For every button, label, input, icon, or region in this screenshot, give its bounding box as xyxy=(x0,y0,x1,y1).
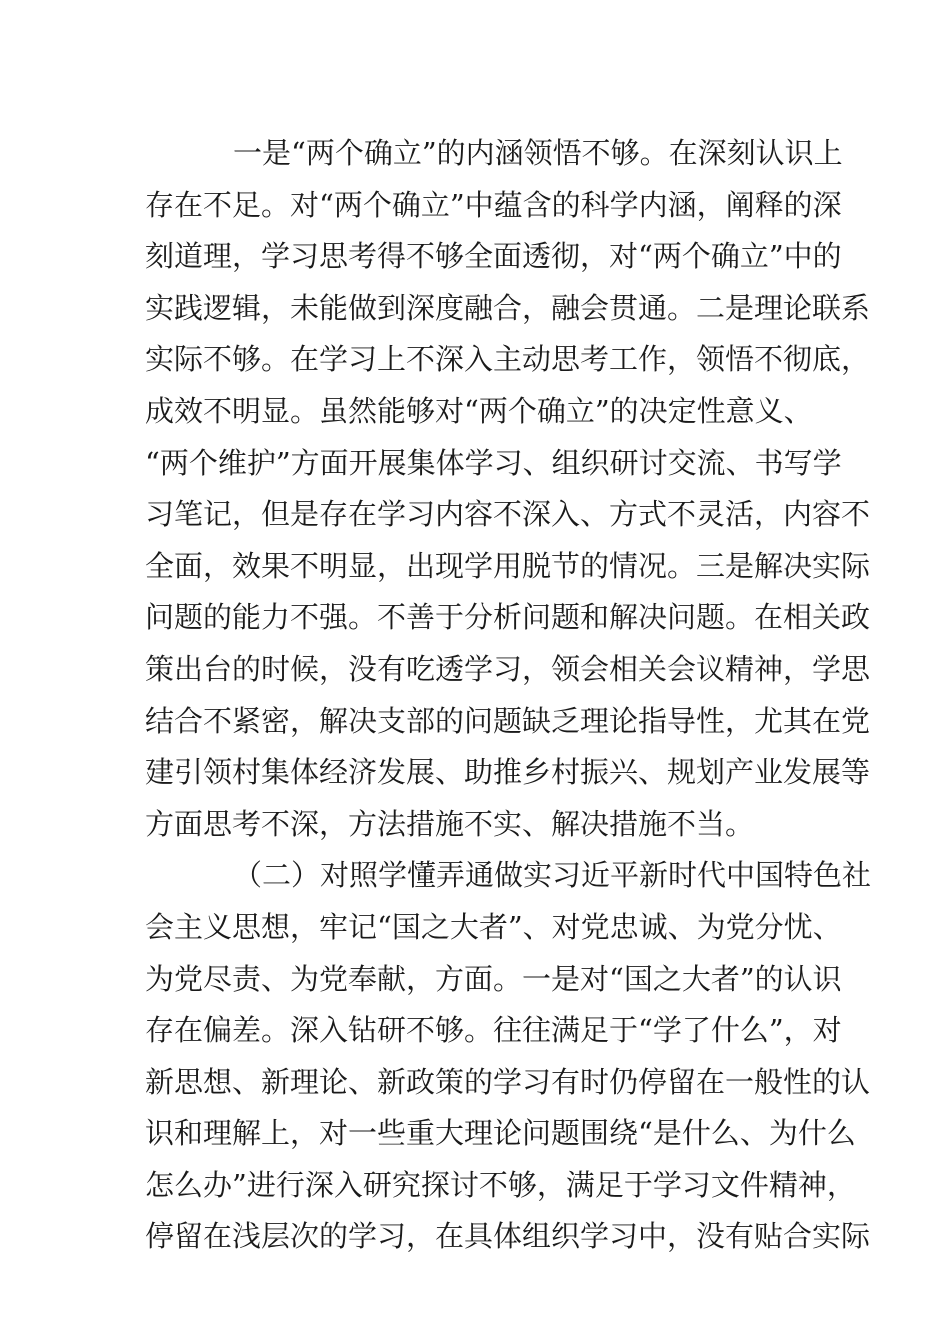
paragraph-line: 问题的能力不强。不善于分析问题和解决问题。在相关政 xyxy=(145,600,871,635)
paragraph-line: 建引领村集体经济发展、助推乡村振兴、规划产业发展等 xyxy=(145,755,871,790)
paragraph-1 xyxy=(145,128,871,850)
paragraph-line: 实践逻辑，未能做到深度融合，融会贯通。二是理论联系 xyxy=(145,290,871,325)
paragraph-line: 实际不够。在学习上不深入主动思考工作，领悟不彻底， xyxy=(145,342,871,377)
paragraph-line: 停留在浅层次的学习，在具体组织学习中，没有贴合实际 xyxy=(145,1219,871,1254)
paragraph-line: 策出台的时候，没有吃透学习，领会相关会议精神，学思 xyxy=(145,651,871,686)
paragraph-line: 全面，效果不明显，出现学用脱节的情况。三是解决实际 xyxy=(145,548,871,583)
paragraph-line: 一是“两个确立”的内涵领悟不够。在深刻认识上 xyxy=(233,136,843,170)
paragraph-line: 会主义思想，牢记“国之大者”、对党忠诚、为党分忧、 xyxy=(145,909,842,944)
paragraph-line: 识和理解上，对一些重大理论问题围绕“是什么、为什么 xyxy=(145,1116,856,1151)
paragraph-line: 习笔记，但是存在学习内容不深入、方式不灵活，内容不 xyxy=(145,497,871,532)
paragraph-line: 成效不明显。虽然能够对“两个确立”的决定性意义、 xyxy=(145,393,813,428)
paragraph-line: 怎么办”进行深入研究探讨不够，满足于学习文件精神， xyxy=(145,1167,856,1202)
paragraph-2 xyxy=(145,850,872,1263)
paragraph-line: “两个维护”方面开展集体学习、组织研讨交流、书写学 xyxy=(145,445,842,480)
paragraph-line: 刻道理，学习思考得不够全面透彻，对“两个确立”中的 xyxy=(145,239,842,274)
paragraph-line: 新思想、新理论、新政策的学习有时仍停留在一般性的认 xyxy=(145,1064,871,1099)
paragraph-line: 结合不紧密，解决支部的问题缺乏理论指导性，尤其在党 xyxy=(145,703,871,738)
body-text xyxy=(145,128,872,1263)
paragraph-line: 存在不足。对“两个确立”中蕴含的科学内涵，阐释的深 xyxy=(145,187,842,222)
paragraph-line: （二）对照学懂弄通做实习近平新时代中国特色社 xyxy=(233,858,872,893)
paragraph-line: 方面思考不深，方法措施不实、解决措施不当。 xyxy=(145,806,755,841)
paragraph-line: 存在偏差。深入钻研不够。往往满足于“学了什么”，对 xyxy=(145,1013,842,1048)
paragraph-line: 为党尽责、为党奉献，方面。一是对“国之大者”的认识 xyxy=(145,961,842,996)
